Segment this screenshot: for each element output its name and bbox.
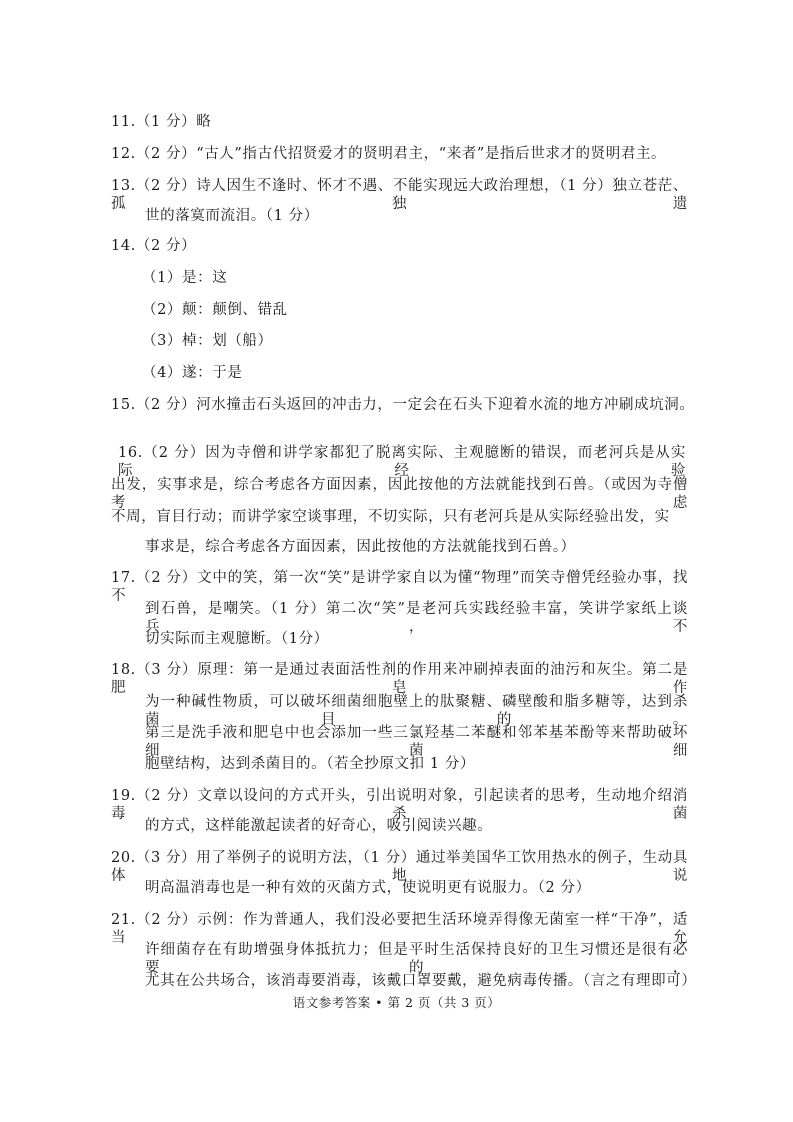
answer-13-line: 13.（2 分）诗人因生不逢时、怀才不遇、不能实现远大政治理想，（1 分）独立苍茫、孤独遗 (111, 178, 688, 212)
answer-18-line: 第三是洗手液和肥皂中也会添加一些三氯羟基二苯醚和邻苯基苯酚等来帮助破坏细菌细 (145, 725, 688, 759)
answer-20-line: 20.（3 分）用了举例子的说明方法，（1 分）通过举美国华工饮用热水的例子，生动具体地说 (111, 850, 688, 884)
answer-14-item: （4）遂：于是 (142, 365, 243, 381)
answer-19-line: 19.（2 分）文章以设问的方式开头，引出说明对象，引起读者的思考，生动地介绍消毒杀菌 (111, 788, 688, 822)
answer-11: 11.（1 分）略 (111, 114, 212, 130)
answer-16-line: 出发，实事求是，综合考虑各方面因素，因此按他的方法就能找到石兽。（或因为寺僧考虑 (111, 477, 688, 511)
answer-13-line: 世的落寞而流泪。（1 分） (145, 208, 319, 224)
answer-18-line: 为一种碱性物质，可以破坏细菌细胞壁上的肽聚糖、磷壁酸和脂多糖等，达到杀菌目的。 (145, 694, 688, 728)
answer-21-line: 许细菌存在有助增强身体抵抗力；但是平时生活保持良好的卫生习惯还是很有必要的， (145, 942, 688, 976)
answer-14-item: （3）棹：划（船） (142, 333, 273, 349)
answer-17-line: 17.（2 分）文中的笑，第一次“笑”是讲学家自以为懂“物理”而笑寺僧凭经验办事，找不 (111, 570, 688, 604)
answer-17-line: 切实际而主观臆断。（1分） (145, 631, 329, 647)
answer-16-line: 不周，盲目行动；而讲学家空谈事理，不切实际，只有老河兵是从实际经验出发，实 (111, 509, 670, 525)
answer-18-line: 胞壁结构，达到杀菌目的。（若全抄原文扣 1 分） (145, 756, 476, 772)
answer-15: 15.（2 分）河水撞击石头返回的冲击力，一定会在石头下迎着水流的地方冲刷成坑洞。 (111, 397, 695, 413)
answer-16-line: 事求是，综合考虑各方面因素，因此按他的方法就能找到石兽。） (145, 539, 576, 555)
answer-12: 12.（2 分）“古人”指古代招贤爱才的贤明君主，“来者”是指后世求才的贤明君主。 (111, 146, 667, 162)
answer-21-line: 尤其在公共场合，该消毒要消毒，该戴口罩要戴，避免病毒传播。（言之有理即可） (145, 973, 697, 989)
answer-18-line: 18.（3 分）原理：第一是通过表面活性剂的作用来冲刷掉表面的油污和灰尘。第二是肥皂作 (111, 662, 688, 696)
answer-14-item: （2）颠：颠倒、错乱 (142, 302, 288, 318)
answer-14: 14.（2 分） (111, 238, 197, 254)
page-footer: 语文参考答案 • 第 2 页（共 3 页） (292, 995, 501, 1010)
answer-14-item: （1）是：这 (142, 270, 228, 286)
answer-19-line: 的方式，这样能激起读者的好奇心，吸引阅读兴趣。 (145, 818, 493, 834)
answer-20-line: 明高温消毒也是一种有效的灭菌方式，使说明更有说服力。（2 分） (145, 880, 591, 896)
answer-17-line: 到石兽，是嘲笑。（1 分）第二次“笑”是老河兵实践经验丰富，笑讲学家纸上谈兵，不 (145, 601, 688, 635)
answer-21-line: 21.（2 分）示例：作为普通人，我们没必要把生活环境弄得像无菌室一样“干净”，适当允 (111, 912, 688, 946)
answer-16-line: 16.（2 分）因为寺僧和讲学家都犯了脱离实际、主观臆断的错误，而老河兵是从实际经验 (118, 445, 686, 479)
